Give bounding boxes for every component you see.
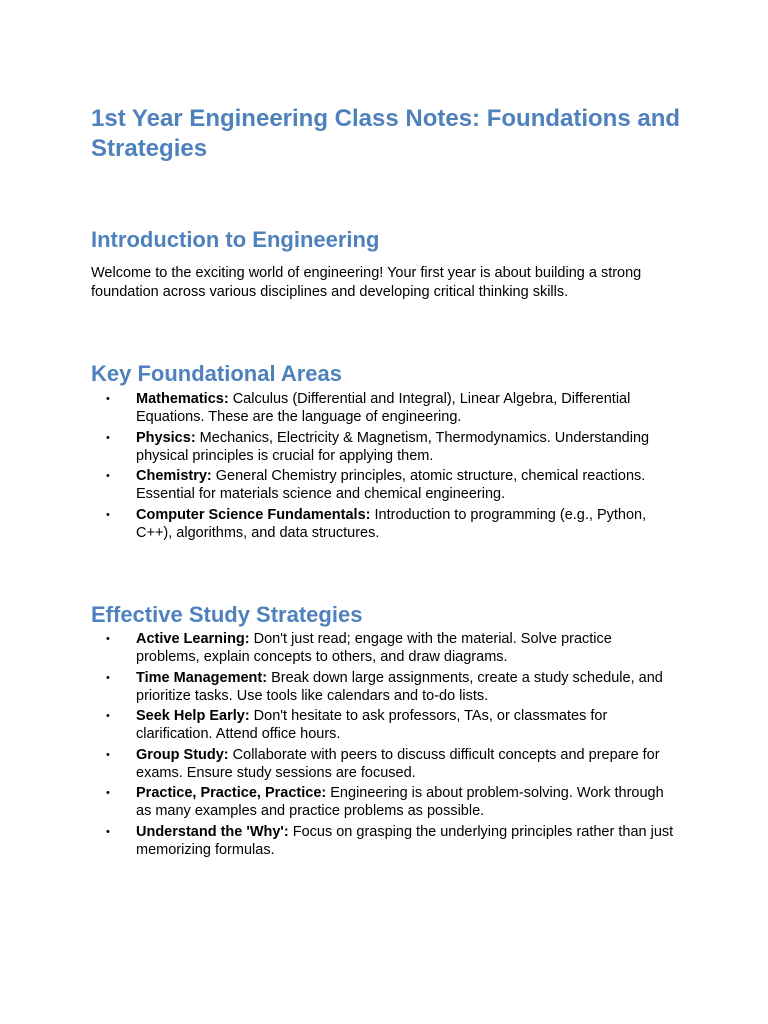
strategies-list — [91, 630, 681, 861]
bullet-icon: • — [106, 508, 110, 521]
item-term: Practice, Practice, Practice: — [136, 785, 327, 801]
item-term: Chemistry: — [136, 468, 212, 484]
item-desc: Engineering is about problem-solving. Work through as many examples and practice problems as possible. — [136, 785, 664, 819]
intro-paragraph: Welcome to the exciting world of engineering! Your first year is about building a strong foundation across various disciplines and developing critical thinking skills. — [91, 265, 642, 300]
list-item — [91, 506, 681, 542]
list-item — [91, 630, 681, 666]
bullet-icon: • — [106, 633, 110, 645]
list-item — [91, 467, 681, 503]
document-title: 1st Year Engineering Class Notes: Foundations and Strategies — [91, 105, 681, 162]
list-item — [91, 746, 681, 782]
item-desc: Mechanics, Electricity & Magnetism, Thermodynamics. Understanding physical principles is crucial for applying them. — [136, 429, 650, 464]
item-term: Group Study: — [136, 746, 229, 763]
item-desc: Calculus (Differential and Integral), Linear Algebra, Differential Equations. These are the language of engineering. — [136, 391, 631, 425]
intro-heading: Introduction to Engineering — [91, 227, 380, 252]
item-term: Mathematics: — [136, 391, 229, 407]
item-term: Computer Science Fundamentals: — [136, 506, 371, 523]
foundational-list — [91, 390, 681, 544]
bullet-icon: • — [106, 710, 110, 722]
item-desc: Focus on grasping the underlying principles rather than just memorizing formulas. — [136, 823, 674, 858]
item-desc: Don't hesitate to ask professors, TAs, or classmates for clarification. Attend office hours. — [136, 708, 608, 742]
bullet-icon: • — [106, 393, 110, 405]
item-desc: Don't just read; engage with the material. Solve practice problems, explain concepts to others, and draw diagrams. — [136, 631, 612, 665]
list-item — [91, 429, 681, 465]
item-term: Understand the 'Why': — [136, 823, 289, 840]
bullet-icon: • — [106, 825, 110, 838]
list-item — [91, 784, 681, 820]
bullet-icon: • — [106, 431, 110, 444]
foundational-heading: Key Foundational Areas — [91, 361, 343, 386]
item-desc: General Chemistry principles, atomic structure, chemical reactions. Essential for materials science and chemical engineering. — [136, 468, 646, 502]
item-desc: Introduction to programming (e.g., Python, C++), algorithms, and data structures. — [136, 506, 647, 541]
item-term: Time Management: — [136, 669, 268, 686]
bullet-icon: • — [106, 671, 110, 684]
item-term: Physics: — [136, 429, 196, 446]
list-item — [91, 669, 681, 705]
bullet-icon: • — [106, 470, 110, 482]
item-term: Seek Help Early: — [136, 708, 250, 724]
bullet-icon: • — [106, 748, 110, 761]
list-item — [91, 390, 681, 426]
list-item — [91, 707, 681, 743]
item-term: Active Learning: — [136, 631, 250, 647]
list-item — [91, 823, 681, 859]
item-desc: Collaborate with peers to discuss difficult concepts and prepare for exams. Ensure study sessions are focused. — [136, 746, 660, 781]
strategies-heading: Effective Study Strategies — [91, 602, 363, 627]
bullet-icon: • — [106, 787, 110, 799]
item-desc: Break down large assignments, create a study schedule, and prioritize tasks. Use tools like calendars and to-do lists. — [136, 669, 663, 704]
